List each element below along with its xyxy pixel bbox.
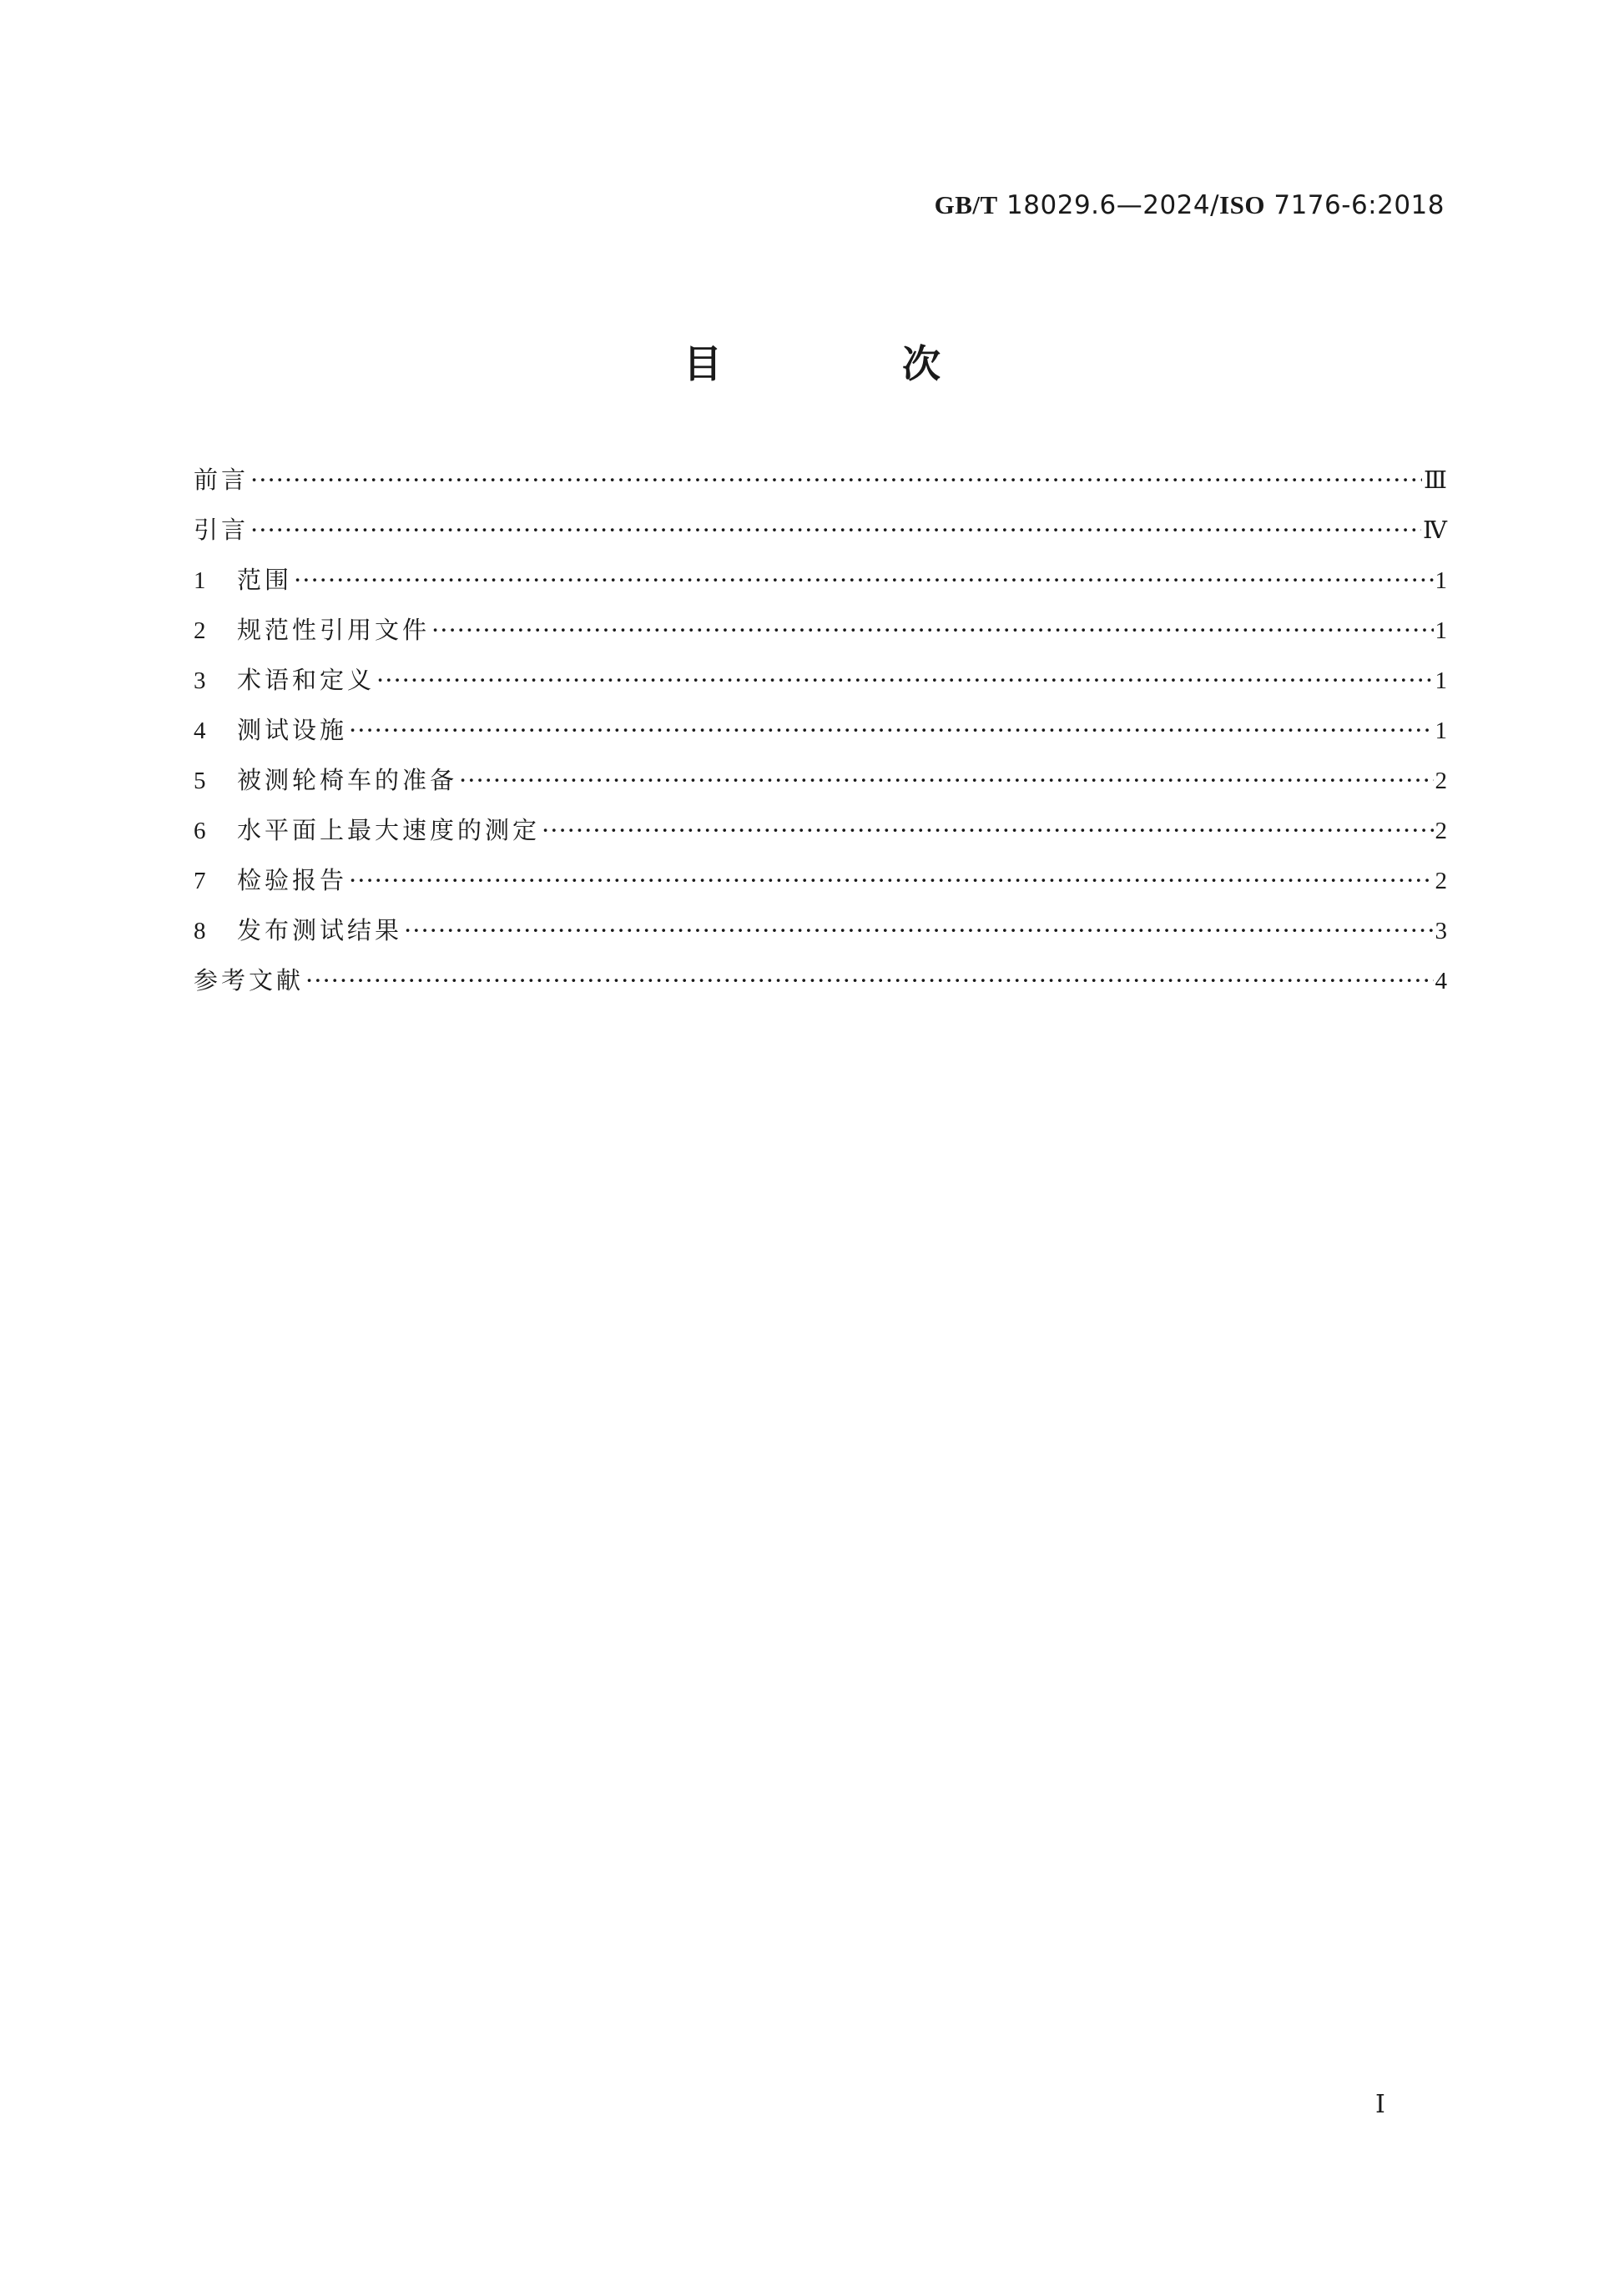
- standard-header: [935, 190, 1445, 220]
- toc-entry-number: 1: [194, 567, 206, 594]
- toc-entry-number: 5: [194, 768, 206, 794]
- toc-entry-title: 水平面上最大速度的测定: [237, 816, 541, 844]
- toc-entry-page: 1: [1435, 718, 1447, 744]
- toc-entry-title: 被测轮椅车的准备: [237, 766, 458, 794]
- toc-entry-page: Ⅲ: [1424, 467, 1447, 494]
- page-number: Ⅰ: [1375, 2091, 1385, 2118]
- toc-entry-title: 规范性引用文件: [237, 616, 431, 644]
- page-title: 目 次: [683, 341, 1024, 386]
- toc-entry-max-speed[interactable]: [194, 813, 1447, 864]
- toc-entry-page: 3: [1435, 918, 1447, 944]
- toc-leader-dots: [376, 663, 1433, 697]
- toc-entry-title: 参考文献: [194, 966, 305, 994]
- toc-entry-page: 2: [1435, 818, 1447, 844]
- toc-entry-title: 引言: [194, 516, 250, 544]
- toc-entry-number: 6: [194, 818, 206, 844]
- toc-entry-page: 1: [1435, 617, 1447, 644]
- toc-entry-page: Ⅳ: [1423, 517, 1447, 544]
- toc-entry-page: 1: [1435, 567, 1447, 594]
- toc-entry-title: 范围: [237, 566, 293, 594]
- toc-entry-number: 3: [194, 667, 206, 694]
- toc-entry-number: 4: [194, 718, 206, 744]
- toc-entry-number: 8: [194, 918, 206, 944]
- toc-leader-dots: [542, 813, 1433, 847]
- toc-entry-title: 发布测试结果: [237, 916, 403, 944]
- toc-leader-dots: [349, 713, 1433, 747]
- toc-entry-number: 2: [194, 617, 206, 644]
- toc-leader-dots: [404, 914, 1433, 947]
- toc-entry-publication-results[interactable]: [194, 914, 1447, 964]
- toc-leader-dots: [305, 964, 1433, 997]
- toc-entry-number: 7: [194, 868, 206, 894]
- toc-entry-scope[interactable]: [194, 563, 1447, 613]
- toc-leader-dots: [250, 463, 1422, 496]
- toc-entry-bibliography[interactable]: [194, 964, 1447, 1014]
- toc-entry-test-facilities[interactable]: [194, 713, 1447, 763]
- table-of-contents: [194, 463, 1447, 1014]
- standard-number: 18029.6—2024/: [1006, 190, 1220, 220]
- standard-code-gbt: GB/T: [934, 190, 998, 219]
- toc-entry-page: 2: [1435, 768, 1447, 794]
- toc-entry-normative-references[interactable]: [194, 613, 1447, 663]
- toc-entry-title: 测试设施: [237, 716, 348, 744]
- toc-entry-title: 检验报告: [237, 866, 348, 894]
- toc-entry-terms-definitions[interactable]: [194, 663, 1447, 713]
- toc-leader-dots: [349, 864, 1433, 897]
- iso-number: 7176-6:2018: [1273, 190, 1445, 220]
- toc-leader-dots: [294, 563, 1433, 597]
- toc-entry-test-report[interactable]: [194, 864, 1447, 914]
- toc-entry-title: 前言: [194, 466, 250, 494]
- toc-entry-introduction[interactable]: [194, 513, 1447, 563]
- toc-entry-page: 2: [1435, 868, 1447, 894]
- toc-entry-page: 1: [1435, 667, 1447, 694]
- toc-leader-dots: [431, 613, 1433, 647]
- toc-leader-dots: [250, 513, 1421, 546]
- toc-entry-wheelchair-preparation[interactable]: [194, 763, 1447, 813]
- toc-leader-dots: [459, 763, 1433, 797]
- standard-code-iso: ISO: [1219, 190, 1265, 219]
- toc-entry-foreword[interactable]: [194, 463, 1447, 513]
- toc-entry-title: 术语和定义: [237, 666, 376, 694]
- toc-entry-page: 4: [1435, 968, 1447, 994]
